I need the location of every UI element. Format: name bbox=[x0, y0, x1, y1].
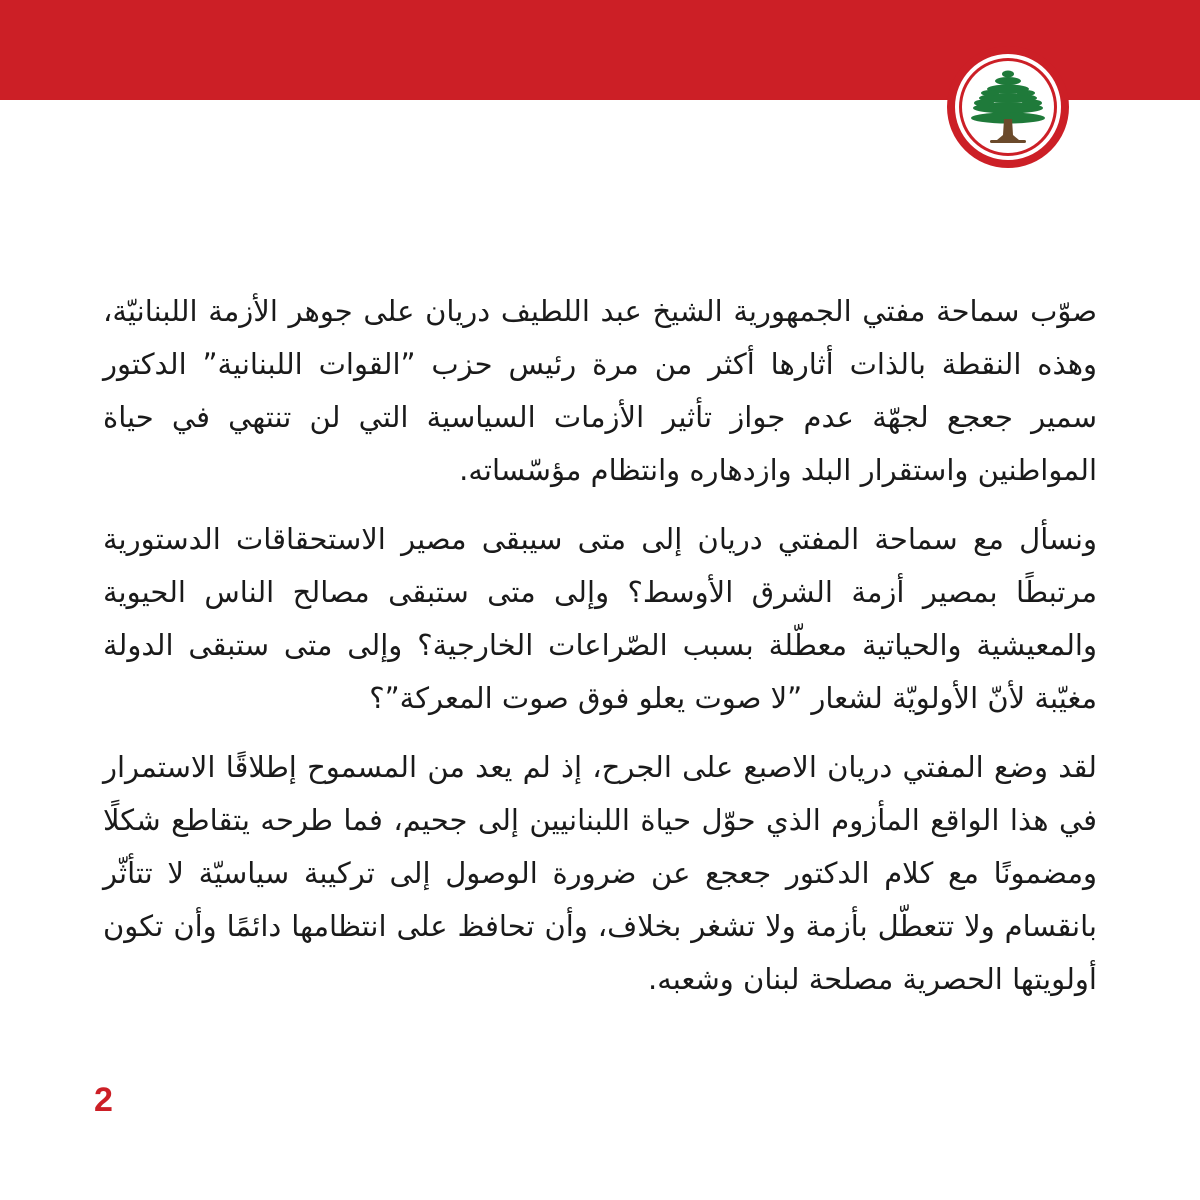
party-logo bbox=[946, 45, 1070, 169]
cedar-tree-icon bbox=[946, 45, 1070, 169]
article-paragraph-3: لقد وضع المفتي دريان الاصبع على الجرح، إذ لم يعد من المسموح إطلاقًا الاستمرار في هذا الواقع المأزوم الذي حوّل حياة اللبنانيين إلى جحيم، فما طرحه يتقاطع شكلًا ومضمونًا مع كلام الدكتور جعجع عن ضرورة الوصول إلى تركيبة سياسيّة لا تتأثّر بانقسام ولا تتعطّل بأزمة ولا تشغر بخلاف، وأن تحافظ على انتظامها دائمًا وأن تكون أولويتها الحصرية مصلحة لبنان وشعبه. bbox=[103, 750, 1097, 996]
article-paragraph-2: ونسأل مع سماحة المفتي دريان إلى متى سيبقى مصير الاستحقاقات الدستورية مرتبطًا بمصير أزمة الشرق الأوسط؟ وإلى متى ستبقى مصالح الناس الحيوية والمعيشية والحياتية معطّلة بسبب الصّراعات الخارجية؟ وإلى متى ستبقى الدولة مغيّبة لأنّ الأولويّة لشعار ”لا صوت يعلو فوق صوت المعركة”؟ bbox=[103, 522, 1097, 715]
article-paragraph-1: صوّب سماحة مفتي الجمهورية الشيخ عبد اللطيف دريان على جوهر الأزمة اللبنانيّة، وهذه النقطة بالذات أثارها أكثر من مرة رئيس حزب ”القوات اللبنانية” الدكتور سمير جعجع لجهّة عدم جواز تأثير الأزمات السياسية التي لن تنتهي في حياة المواطنين واستقرار البلد وازدهاره وانتظام مؤسّساته. bbox=[103, 294, 1097, 487]
page-number: 2 bbox=[94, 1081, 113, 1119]
cedar-ground bbox=[990, 140, 1026, 143]
article-body bbox=[103, 285, 1097, 1022]
